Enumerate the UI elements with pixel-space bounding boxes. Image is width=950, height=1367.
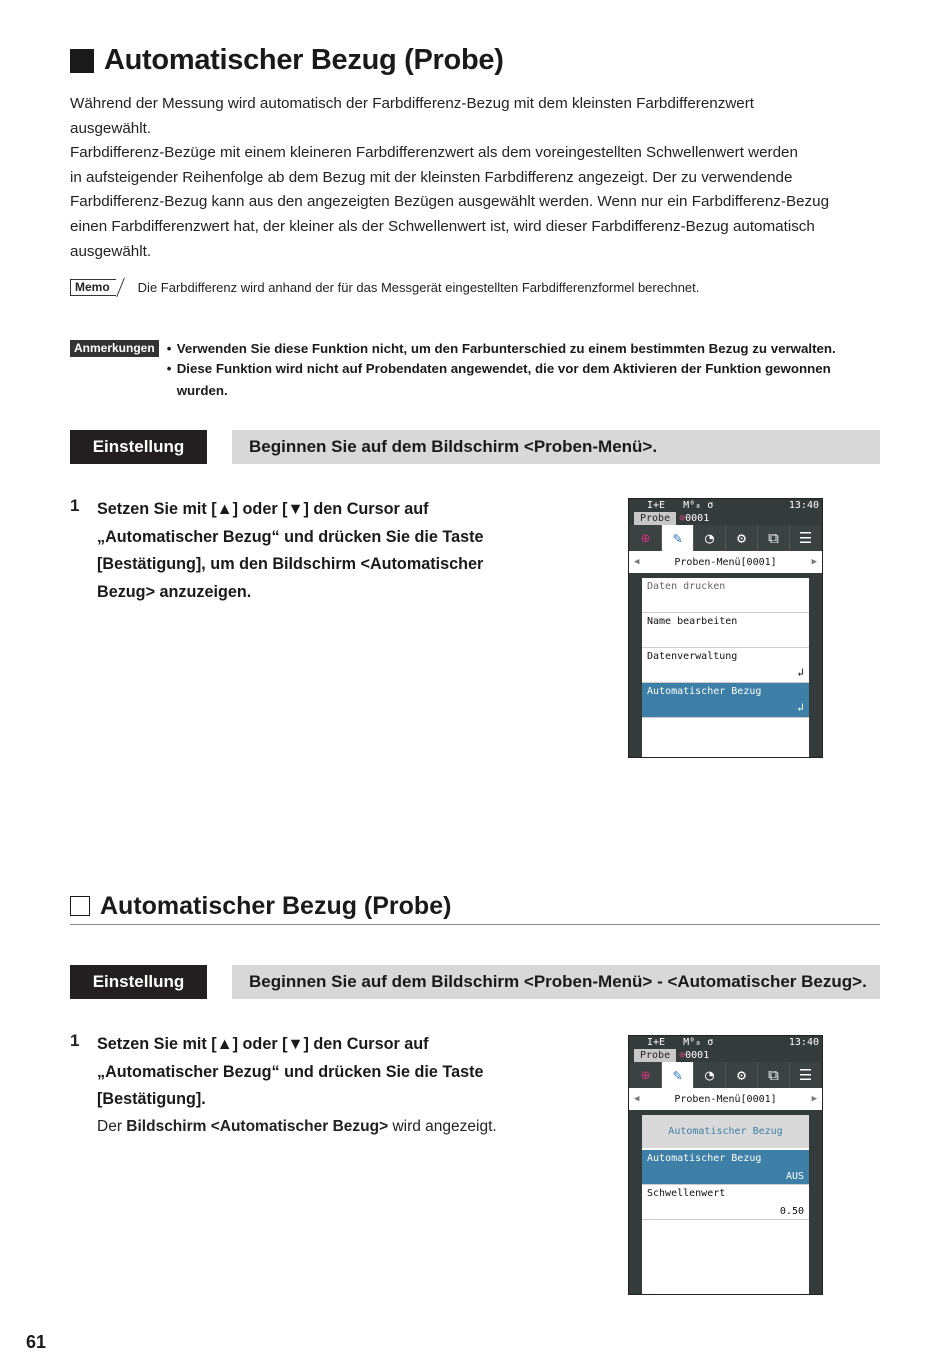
paragraph-line: einen Farbdifferenzwert hat, der kleiner als der Schwellenwert ist, wird dieser Farbdifferenz-Bezug automatisch (70, 217, 815, 235)
step-2 (70, 1031, 530, 1140)
paragraph-line: Während der Messung wird automatisch der Farbdifferenz-Bezug mit dem kleinsten Farbdifferenzwert (70, 95, 755, 112)
sample-number: 0001 (685, 1050, 710, 1061)
status-mode: I+E M⁰₈ σ (647, 500, 714, 511)
step-text (97, 496, 530, 606)
setup-label: Einstellung (70, 430, 207, 464)
probe-tab[interactable]: Probe (634, 1049, 676, 1062)
notes-label: Anmerkungen (70, 340, 159, 357)
setup-bar-1 (70, 430, 880, 464)
intro-paragraph (70, 92, 880, 264)
step-line: Setzen Sie mit [▲] oder [▼] den Cursor auf (97, 1035, 429, 1053)
filled-square-icon (70, 49, 94, 73)
note-item: • Diese Funktion wird nicht auf Probendaten angewendet, die vor dem Aktivieren der Funktion gewonnen wurden. (167, 358, 877, 402)
menu-list (642, 578, 809, 757)
section-title: Automatischer Bezug (Probe) (100, 892, 452, 920)
menu-item-datenverwaltung[interactable]: Datenverwaltung ↲ (642, 648, 809, 683)
copy-icon[interactable]: ⧉ (757, 525, 789, 551)
setting-automatischer-bezug[interactable]: Automatischer Bezug AUS (642, 1150, 809, 1185)
step-line: „Automatischer Bezug“ und drücken Sie die Taste (97, 1062, 484, 1081)
sample-number: 0001 (685, 513, 710, 524)
section-title: Automatischer Bezug (Probe) (104, 44, 504, 76)
memo-label: Memo (70, 279, 116, 296)
paragraph-line: Farbdifferenz-Bezug kann aus den angezeigten Bezügen ausgewählt werden. Wenn nur ein Farbdifferenz-Bezug (70, 193, 830, 211)
menu-item-daten-drucken[interactable]: Daten drucken (642, 578, 809, 613)
step-text (97, 1031, 530, 1114)
menu-title: Proben-Menü[0001] (674, 556, 777, 568)
note-item: • Verwenden Sie diese Funktion nicht, um den Farbunterschied zu einem bestimmten Bezug zu verwalten. (167, 338, 877, 360)
icon-toolbar (630, 1062, 821, 1088)
sample-bar (629, 1049, 822, 1062)
drop-icon[interactable]: ◔ (693, 525, 725, 551)
pin-icon[interactable]: ✎ (661, 1062, 693, 1088)
memo-box (70, 279, 699, 296)
device-screen-2 (628, 1035, 823, 1295)
step-line: [Bestätigung], um den Bildschirm <Automatischer (97, 555, 484, 573)
probe-tab[interactable]: Probe (634, 512, 676, 525)
step-line: Setzen Sie mit [▲] oder [▼] den Cursor auf (97, 500, 429, 518)
return-icon: ↲ (797, 666, 804, 679)
menu-nav (629, 1088, 822, 1110)
arrow-right-icon[interactable]: ▶ (811, 557, 817, 567)
menu-title: Proben-Menü[0001] (674, 1093, 777, 1105)
step-number: 1 (70, 1031, 80, 1050)
copy-icon[interactable]: ⧉ (757, 1062, 789, 1088)
setup-text: Beginnen Sie auf dem Bildschirm <Proben-Menü>. (232, 430, 880, 464)
notes-list (167, 340, 877, 402)
setting-value: AUS (785, 1171, 804, 1182)
settings-list (642, 1115, 809, 1294)
paragraph-line: ausgewählt. (70, 242, 152, 260)
paragraph-line: in aufsteigender Reihenfolge ab dem Bezug mit der kleinsten Farbdifferenz angezeigt. Der zu verwendende (70, 168, 793, 186)
pin-icon[interactable]: ✎ (661, 525, 693, 551)
section-heading-2 (70, 892, 880, 925)
setting-schwellenwert[interactable]: Schwellenwert 0.50 (642, 1185, 809, 1220)
empty-square-icon (70, 896, 90, 916)
target-icon: ⊕ (679, 1050, 686, 1061)
arrow-right-icon[interactable]: ▶ (811, 1094, 817, 1104)
memo-slash-icon (116, 279, 126, 296)
step-1 (70, 496, 530, 606)
drop-icon[interactable]: ◔ (693, 1062, 725, 1088)
step-line: Bezug> anzuzeigen. (97, 582, 252, 601)
paragraph-line: Farbdifferenz-Bezüge mit einem kleineren Farbdifferenzwert als dem voreingestellten Schwellenwert werden (70, 144, 798, 162)
job-list-icon[interactable]: ☰ (789, 1062, 821, 1088)
gear-icon[interactable]: ⚙ (725, 1062, 757, 1088)
step-line: [Bestätigung]. (97, 1090, 206, 1108)
arrow-left-icon[interactable]: ◀ (634, 557, 640, 567)
status-time: 13:40 (788, 500, 819, 511)
icon-toolbar (630, 525, 821, 551)
status-bar (629, 1036, 822, 1049)
section-heading-1 (70, 44, 504, 77)
step-line: „Automatischer Bezug“ und drücken Sie die Taste (97, 527, 484, 546)
step-number: 1 (70, 496, 80, 515)
status-bar (629, 499, 822, 512)
target-icon[interactable]: ⊕ (630, 1062, 661, 1088)
memo-text: Die Farbdifferenz wird anhand der für das Messgerät eingestellten Farbdifferenzformel berechnet. (137, 280, 700, 295)
setting-value: 0.50 (779, 1206, 804, 1217)
gear-icon[interactable]: ⚙ (725, 525, 757, 551)
setup-text: Beginnen Sie auf dem Bildschirm <Proben-Menü> - <Automatischer Bezug>. (232, 965, 880, 999)
step-result: Der Bildschirm <Automatischer Bezug> wird angezeigt. (97, 1117, 497, 1135)
screen-header: Automatischer Bezug (642, 1115, 809, 1150)
menu-item-automatischer-bezug[interactable]: Automatischer Bezug ↲ (642, 683, 809, 718)
notes-box (70, 340, 877, 402)
arrow-left-icon[interactable]: ◀ (634, 1094, 640, 1104)
return-icon: ↲ (797, 701, 804, 714)
paragraph-line: ausgewählt. (70, 119, 152, 137)
menu-nav (629, 551, 822, 573)
setup-label: Einstellung (70, 965, 207, 999)
setup-bar-2 (70, 965, 880, 999)
page-number: 61 (26, 1332, 47, 1352)
target-icon[interactable]: ⊕ (630, 525, 661, 551)
sample-bar (629, 512, 822, 525)
status-time: 13:40 (788, 1037, 819, 1048)
target-icon: ⊕ (679, 513, 686, 524)
job-list-icon[interactable]: ☰ (789, 525, 821, 551)
menu-item-name-bearbeiten[interactable]: Name bearbeiten (642, 613, 809, 648)
status-mode: I+E M⁰₈ σ (647, 1037, 714, 1048)
device-screen-1 (628, 498, 823, 758)
